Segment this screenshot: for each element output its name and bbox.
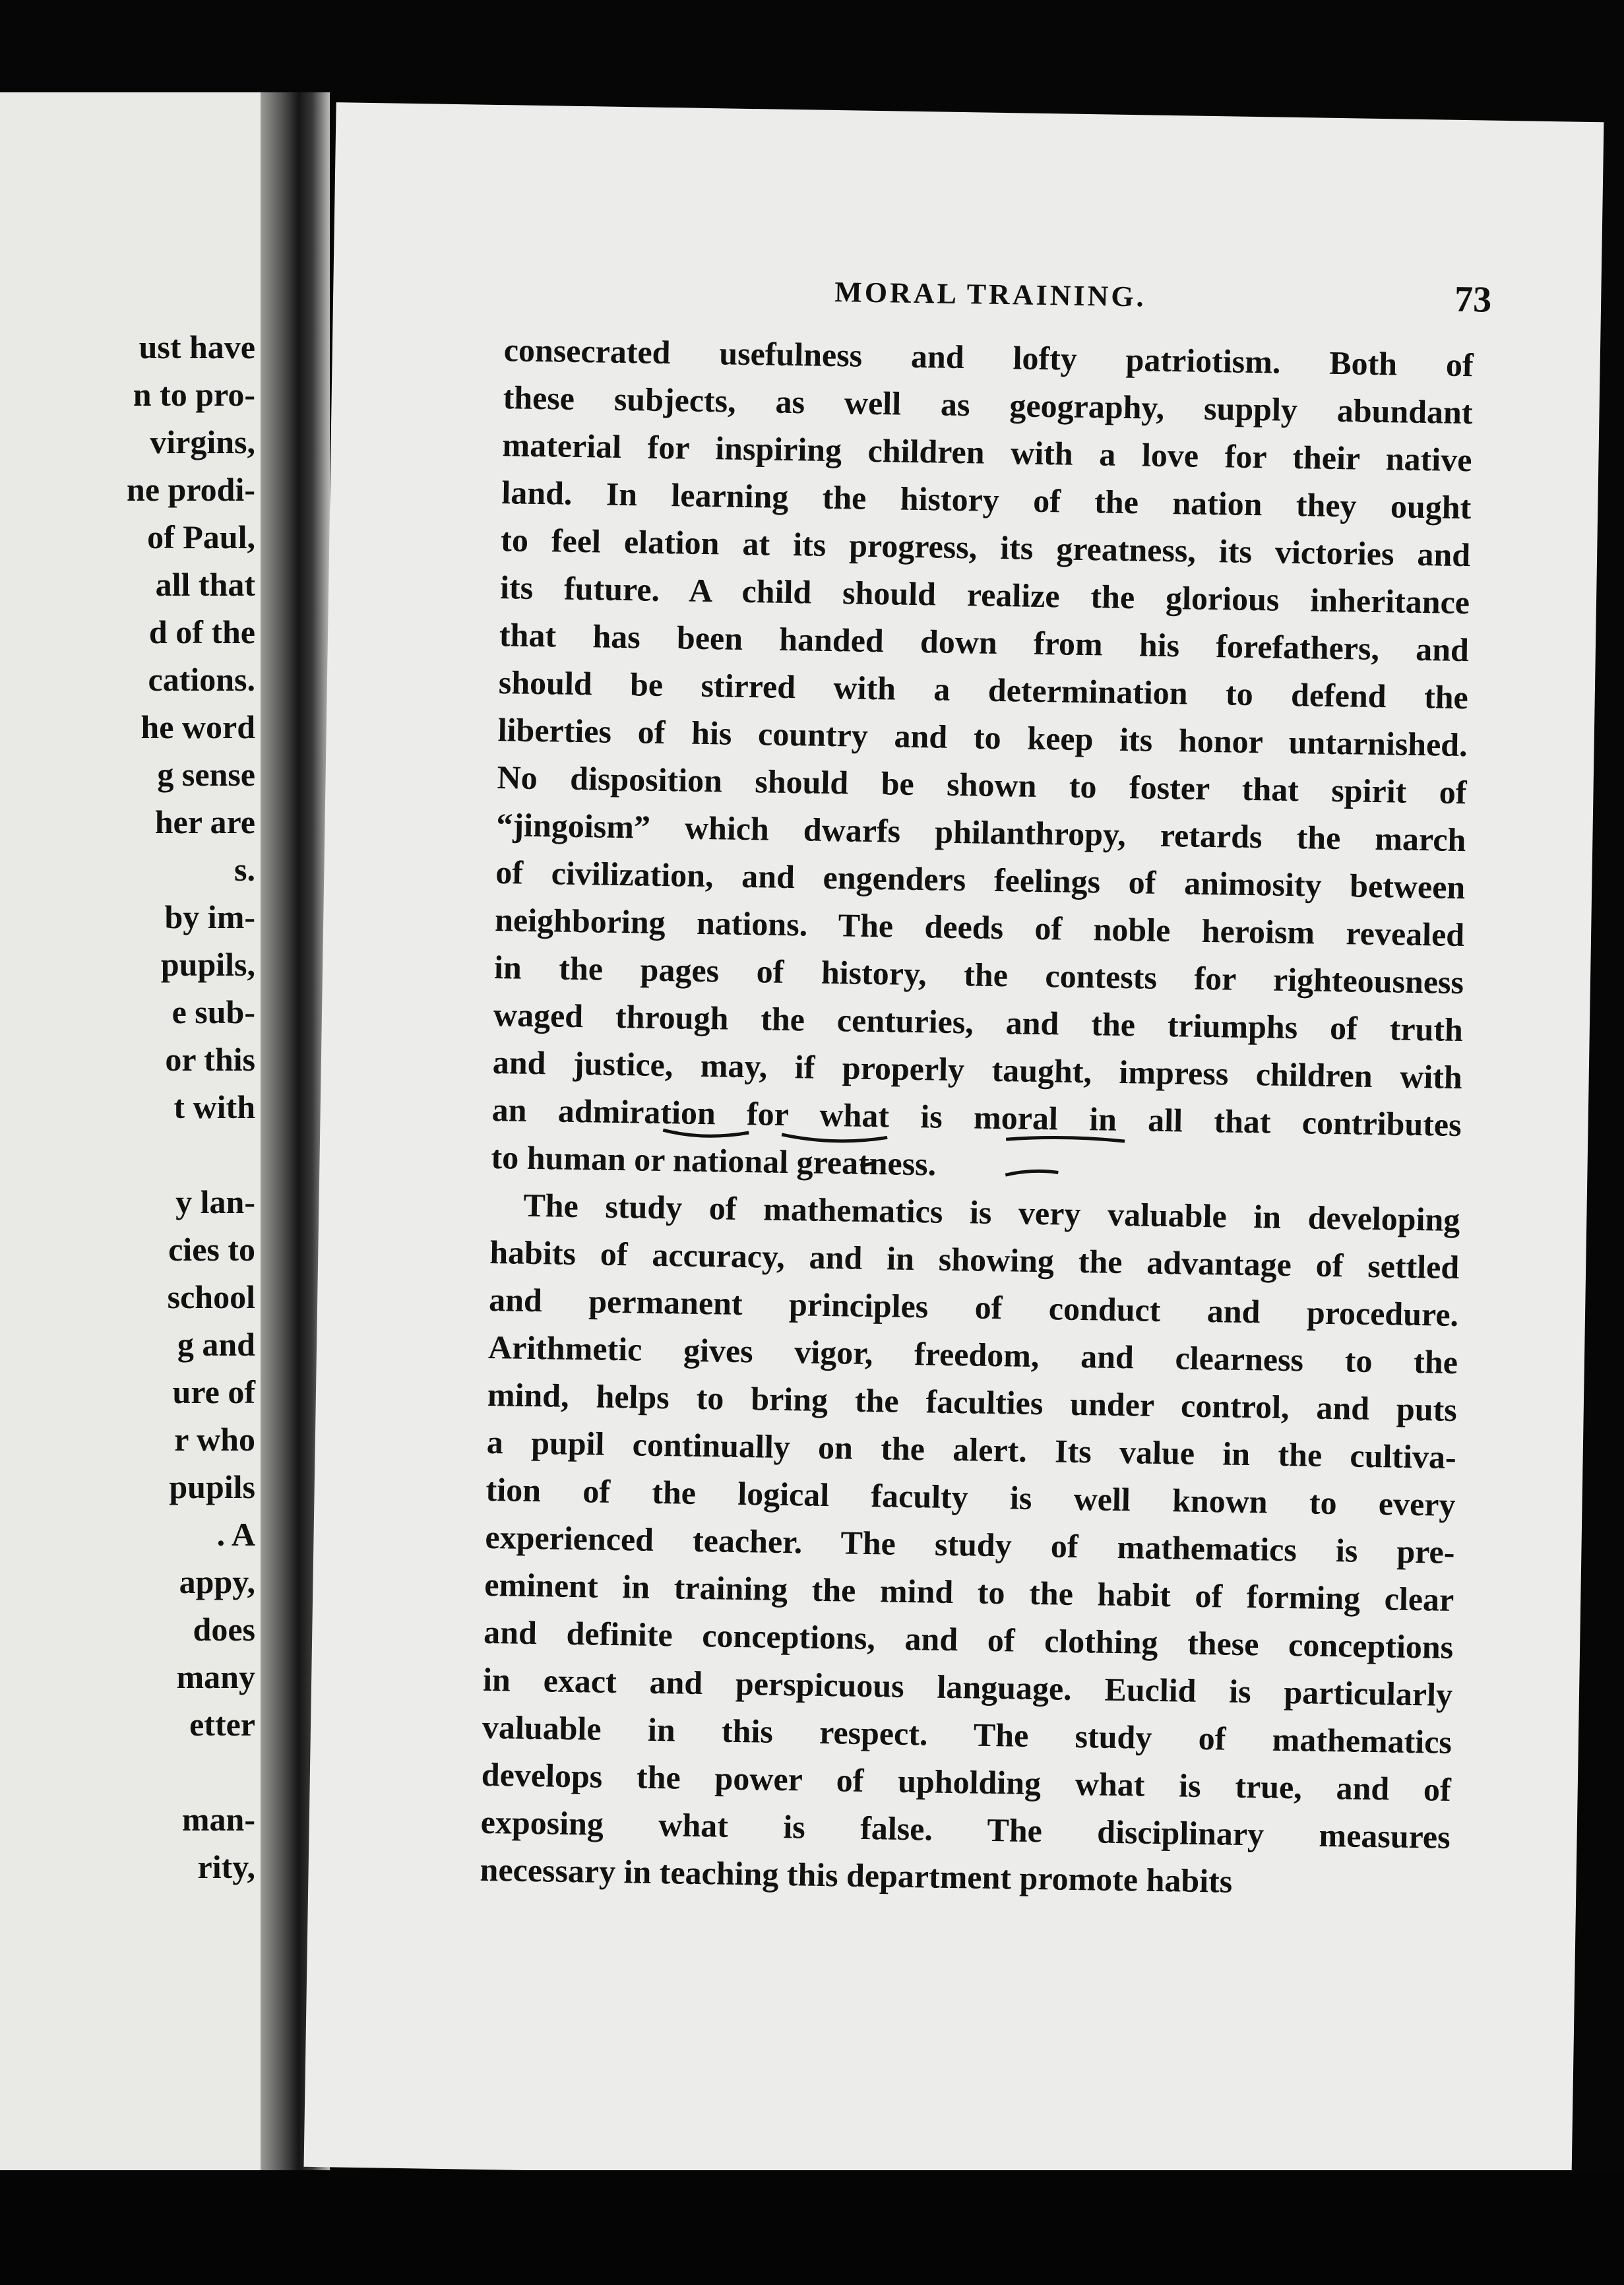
left-page-line: cies to — [168, 1231, 255, 1268]
text-line: these subjects, as well as geography, supply abundant — [503, 379, 1473, 431]
scan-bottom-margin — [0, 2170, 1624, 2285]
handwritten-underline-marks — [304, 102, 1604, 2187]
left-page-line: pupils, — [160, 946, 255, 983]
text-line: should be stirred with a determination to defend the — [498, 664, 1469, 716]
left-page-line: virgins, — [150, 423, 255, 460]
left-page-line: or this — [165, 1041, 255, 1078]
left-page-line: t with — [173, 1088, 255, 1125]
mark-faculties — [860, 1163, 873, 1166]
text-line: mind, helps to bring the faculties under control, and puts — [487, 1375, 1458, 1429]
text-line: liberties of his country and to keep its honor untarnished. — [497, 711, 1468, 764]
text-line: a pupil continually on the alert. Its value in the cultiva- — [486, 1423, 1457, 1476]
left-page-line: appy, — [179, 1563, 255, 1600]
left-page-line: g sense — [157, 756, 255, 793]
text-line: in exact and perspicuous language. Euclid is particularly — [482, 1660, 1453, 1713]
text-line: habits of accuracy, and in showing the advantage of settled — [489, 1233, 1460, 1286]
text-line: The study of mathematics is very valuable in developing — [523, 1186, 1460, 1239]
text-line: an admiration for what is moral in all that contributes — [491, 1090, 1462, 1144]
left-page-line: man- — [181, 1801, 255, 1838]
underline-freedom — [782, 1135, 887, 1142]
text-line: Arithmetic gives vigor, freedom, and clearness to the — [487, 1328, 1458, 1381]
left-page-line: school — [167, 1278, 255, 1315]
left-page-line: r who — [174, 1421, 255, 1458]
text-line: to human or national greatness. — [491, 1138, 937, 1183]
left-page-line: d of the — [148, 613, 255, 650]
left-facing-page — [0, 92, 267, 2170]
running-head: MORAL TRAINING. — [834, 276, 1146, 313]
left-page-line: n to pro- — [133, 376, 255, 413]
text-line: consecrated usefulness and lofty patriotism. Both of — [503, 331, 1474, 384]
left-page-line: ure of — [172, 1373, 255, 1410]
left-page-line — [127, 1748, 255, 1796]
text-line: develops the power of upholding what is true, and of — [481, 1755, 1452, 1808]
left-page-line: pupils — [169, 1468, 255, 1505]
text-line: No disposition should be shown to foster that spirit of — [497, 759, 1467, 811]
text-line: in the pages of history, the contests for righteousness — [493, 949, 1464, 1001]
left-page-line: y lan- — [175, 1183, 255, 1220]
left-page-line: . A — [216, 1516, 255, 1553]
left-page-text-fragments — [127, 323, 255, 1891]
left-page-line: many — [176, 1658, 255, 1695]
left-page-line: he word — [141, 708, 255, 745]
left-page-line: all that — [155, 566, 255, 603]
text-line: and justice, may, if properly taught, impress children with — [492, 1044, 1463, 1096]
left-page-line: ne prodi- — [127, 471, 255, 508]
left-page-line: cations. — [148, 661, 255, 698]
left-page-line: ust have — [139, 329, 255, 365]
text-line: to feel elation at its progress, its greatness, its victories and — [500, 521, 1471, 574]
text-line: valuable in this respect. The study of mathematics — [482, 1708, 1452, 1761]
text-line: experienced teacher. The study of mathematics is pre- — [485, 1518, 1455, 1571]
left-page-line: g and — [177, 1326, 255, 1363]
underline-clearness — [1006, 1137, 1125, 1141]
text-line: material for inspiring children with a love for their native — [502, 426, 1472, 479]
left-page-line: her are — [154, 803, 255, 840]
text-line: land. In learning the history of the nation they ought — [501, 474, 1472, 526]
text-line: tion of the logical faculty is well known to every — [485, 1470, 1456, 1524]
left-page-line: does — [193, 1611, 255, 1648]
left-page-line: by im- — [164, 898, 255, 935]
left-page-line: s. — [234, 851, 255, 888]
page-number: 73 — [1454, 278, 1492, 321]
text-line: of civilization, and engenders feelings of animosity between — [495, 854, 1466, 906]
text-line: its future. A child should realize the glorious inheritance — [499, 569, 1470, 621]
underline-vigor — [663, 1130, 749, 1137]
left-page-line: etter — [189, 1706, 255, 1743]
text-line: and definite conceptions, and of clothing these conceptions — [483, 1613, 1454, 1666]
text-line: waged through the centuries, and the triumphs of truth — [493, 996, 1464, 1049]
text-line: necessary in teaching this department promote habits — [480, 1850, 1233, 1900]
mark-control — [1005, 1171, 1058, 1176]
text-line: exposing what is false. The disciplinary measures — [480, 1803, 1451, 1856]
left-page-line: rity, — [197, 1848, 255, 1885]
text-line: eminent in training the mind to the habit of forming clear — [484, 1565, 1454, 1618]
left-page-line — [127, 1131, 255, 1178]
text-line: and permanent principles of conduct and procedure. — [488, 1280, 1459, 1334]
text-line: “jingoism” which dwarfs philanthropy, retards the march — [496, 806, 1466, 859]
text-line: that has been handed down from his forefathers, and — [499, 616, 1470, 669]
left-page-line: of Paul, — [147, 518, 255, 555]
text-line: neighboring nations. The deeds of noble heroism revealed — [494, 901, 1465, 954]
left-page-line: e sub- — [172, 993, 255, 1030]
right-page — [304, 102, 1604, 2187]
